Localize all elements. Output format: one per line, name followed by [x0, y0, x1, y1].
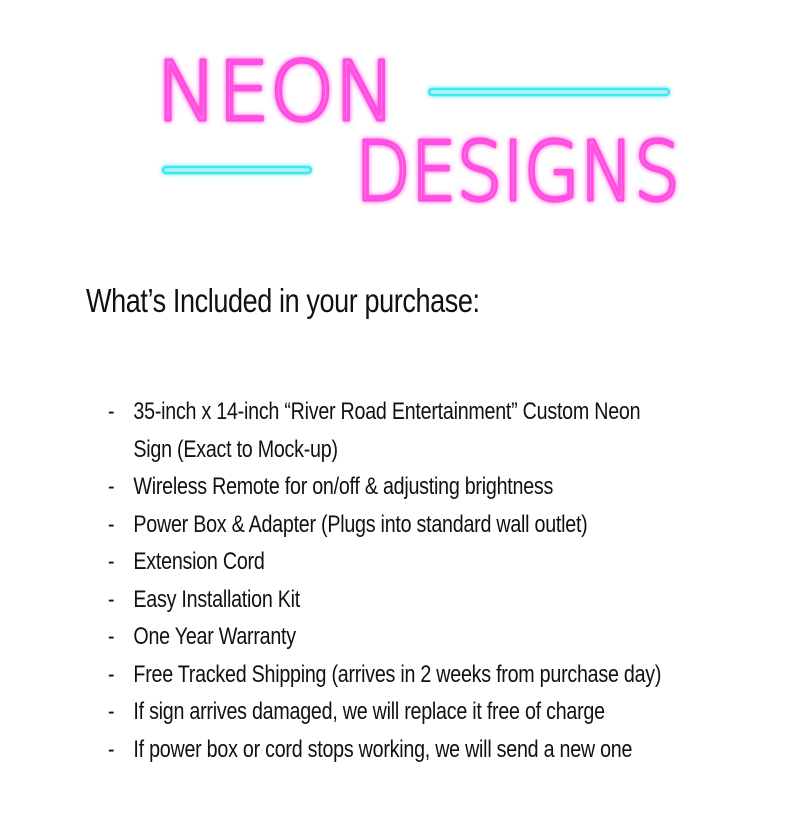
- list-item-text: Easy Installation Kit: [133, 585, 300, 613]
- page-heading: What’s Included in your purchase:: [86, 282, 480, 319]
- list-item-text: Power Box & Adapter (Plugs into standard wall outlet): [133, 510, 588, 538]
- bullet-dash: -: [108, 735, 115, 763]
- list-item: [108, 393, 731, 468]
- bullet-dash: -: [108, 698, 115, 725]
- list-item: [108, 731, 731, 769]
- bullet-dash: -: [108, 623, 115, 650]
- list-item: [108, 581, 731, 619]
- logo-accent-bar-top: [429, 89, 669, 95]
- list-item-text: If power box or cord stops working, we will send a new one: [133, 735, 633, 763]
- list-item-text: Free Tracked Shipping (arrives in 2 weeks from purchase day): [133, 660, 662, 688]
- neon-designs-logo: [150, 40, 695, 220]
- bullet-dash: -: [108, 660, 115, 688]
- logo-accent-bar-bottom: [163, 167, 311, 173]
- bullet-dash: -: [108, 398, 115, 425]
- list-item: [108, 693, 731, 731]
- list-item-text: 35-inch x 14-inch “River Road Entertainment” Custom Neon: [133, 398, 641, 425]
- logo-word-designs: DESIGNS: [355, 125, 680, 220]
- bullet-dash: -: [108, 510, 115, 538]
- list-item-text: Sign (Exact to Mock-up): [133, 435, 338, 463]
- logo-graphic: [150, 40, 695, 220]
- list-item-text: One Year Warranty: [133, 623, 296, 650]
- logo-word-neon: NEON: [156, 45, 396, 140]
- bullet-dash: -: [108, 585, 115, 613]
- list-item-text: If sign arrives damaged, we will replace it free of charge: [133, 698, 605, 725]
- list-item-text: Wireless Remote for on/off & adjusting brightness: [133, 473, 554, 500]
- list-item: [108, 468, 731, 506]
- list-item: [108, 543, 731, 581]
- list-item: [108, 506, 731, 544]
- included-items-list: [108, 393, 731, 768]
- list-item-text: Extension Cord: [133, 548, 265, 575]
- list-item: [108, 656, 731, 694]
- bullet-dash: -: [108, 473, 115, 500]
- list-item: [108, 618, 731, 656]
- bullet-dash: -: [108, 548, 115, 575]
